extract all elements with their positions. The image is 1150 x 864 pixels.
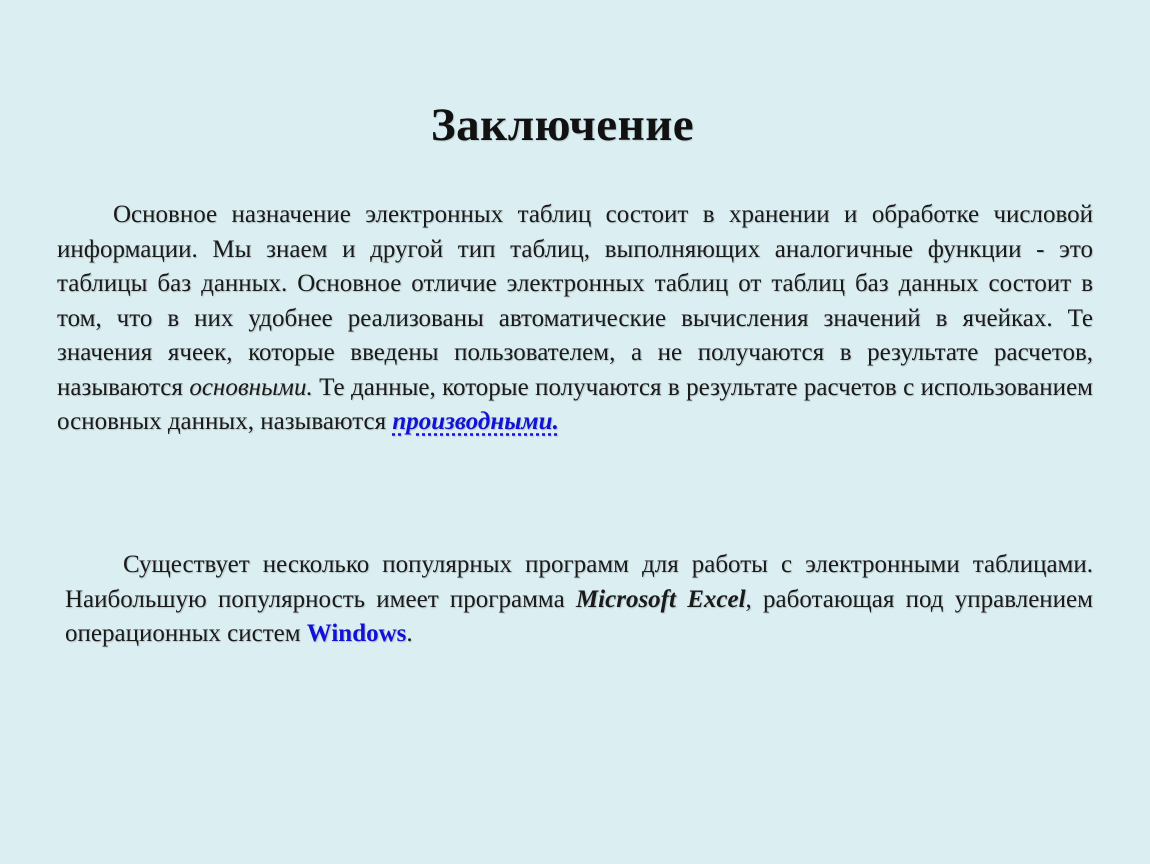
paragraph-popular-programs (65, 548, 1093, 652)
os-name: Windows (306, 620, 407, 647)
term-basic-values: основными. (189, 373, 313, 401)
paragraph2-text-b: , работающая под управлением операционных систем (65, 585, 1093, 647)
term-derived-values: производными. (392, 408, 559, 435)
paragraph-spreadsheet-purpose (57, 198, 1093, 440)
slide-title: Заключение (430, 99, 695, 151)
paragraph2-text-c: . (406, 620, 413, 647)
paragraph1-text-a: Основное назначение электронных таблиц состоит в хранении и обработке числовой информации. Мы знаем и другой тип таблиц, выполняющих аналогичные функции - это таблицы баз данных. Основное отличие электронных таблиц от таблиц баз данных состоит в том, что в них удобнее реализованы автоматические вычисления значений в ячейках. Те значения ячеек, которые введены пользователем, а не получаются в результате расчетов, называются (57, 201, 1093, 401)
product-name: Microsoft Excel (575, 585, 746, 613)
paragraph2-text-a: Существует несколько популярных программ для работы с электронными таблицами. Наибольшую популярность имеет программа (65, 551, 1093, 613)
paragraph1-text-b: Те данные, которые получаются в результате расчетов с использованием основных данных, называются (57, 373, 1093, 435)
